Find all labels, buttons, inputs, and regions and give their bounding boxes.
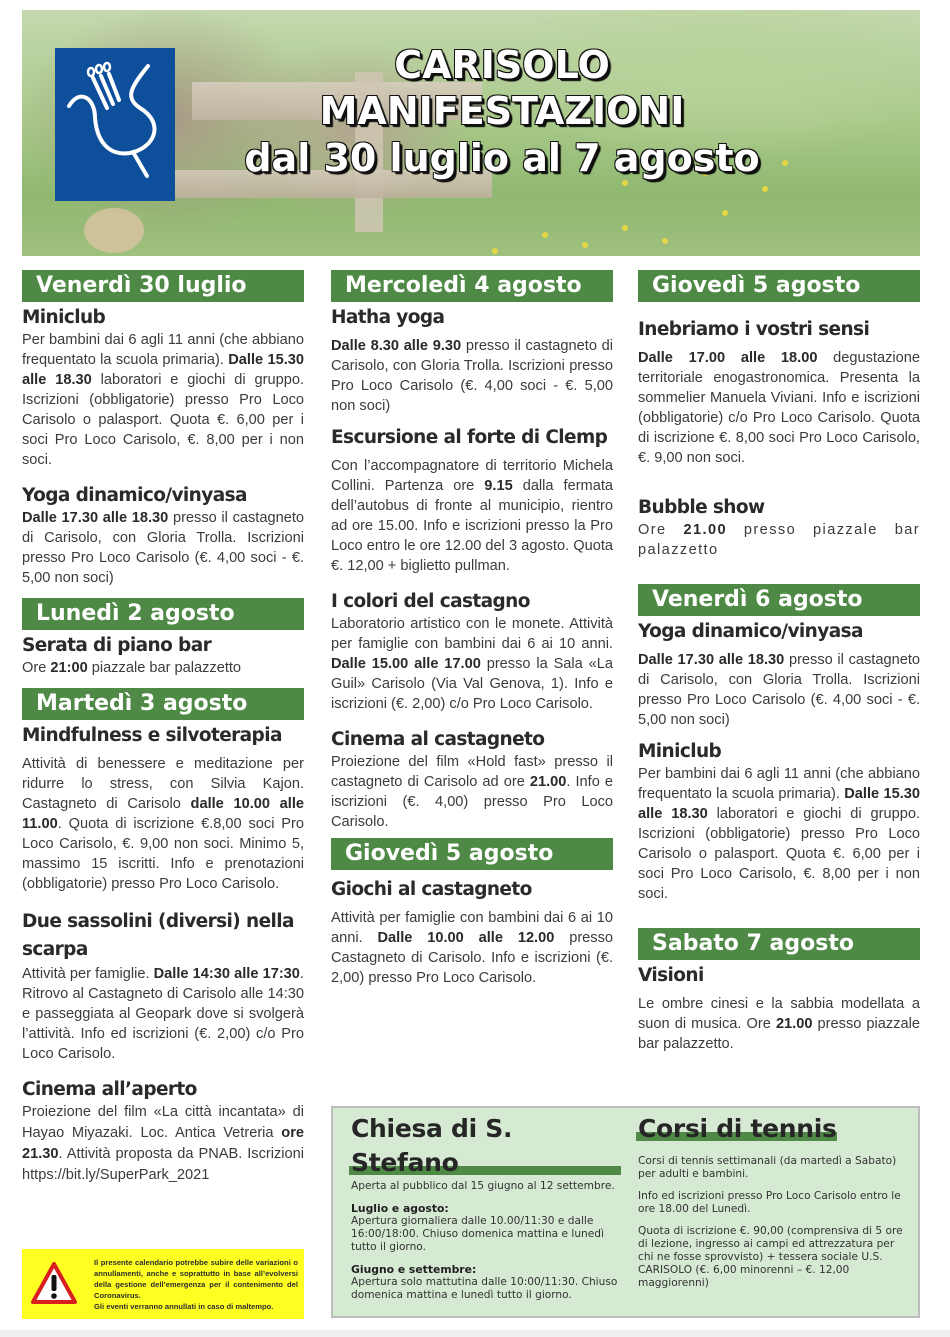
event-description: Dalle 17.30 alle 18.30 presso il castagneto di Carisolo, con Gloria Trolla. Iscrizioni presso Pro Loco Carisolo (€. 4,00 soci - €. 5,00 non soci) (638, 652, 920, 728)
church-offseason-hours: Apertura solo mattutina dalle 10:00/11:30. Chiuso domenica mattina e lunedì tutto il giorno. (351, 1276, 618, 1301)
event-title: Inebriamo i vostri sensi (638, 319, 870, 340)
tennis-info (638, 1112, 908, 1290)
event-description: Proiezione del film «Hold fast» presso il castagneto di Carisolo ad ore 21.00. Info e iscrizioni (€. 4,00) presso Pro Loco Carisolo. (331, 754, 613, 830)
page-bottom-edge (0, 1330, 950, 1337)
tennis-registration: Info ed iscrizioni presso Pro Loco Carisolo entro le ore 18.00 del Lunedì. (638, 1190, 901, 1215)
tennis-description: Corsi di tennis settimanali (da martedì a Sabato) per adulti e bambini. (638, 1155, 897, 1180)
event-title: Serata di piano bar (22, 635, 212, 656)
event-description: Dalle 17.30 alle 18.30 presso il castagneto di Carisolo, con Gloria Trolla. Iscrizioni presso Pro Loco Carisolo (€. 4,00 soci - €. 5,00 non soci) (22, 510, 304, 586)
warning-text (94, 1257, 298, 1312)
warning-line-variations: Il presente calendario potrebbe subire delle variazioni o annullamenti, anche e soprattutto in base all’evolversi della gestione dell’emergenza per il contenimento del Coronavirus. (94, 1257, 298, 1300)
day-header: Venerdì 6 agosto (638, 584, 920, 616)
column-2 (331, 270, 613, 988)
header-banner (22, 10, 920, 256)
event-title: Giochi al castagneto (331, 879, 532, 900)
event-title: Yoga dinamico/vinyasa (638, 621, 863, 642)
column-3 (638, 270, 920, 1054)
event-description: Ore 21.00 presso piazzale bar palazzetto (638, 522, 920, 558)
warning-line-weather: Gli eventi verranno annullati in caso di maltempo. (94, 1301, 274, 1311)
registration-link[interactable]: https://bit.ly/SuperPark_2021 (22, 1167, 210, 1183)
info-box (331, 1106, 920, 1318)
event-title: Mindfulness e silvoterapia (22, 725, 282, 746)
event-description: Attività per famiglie con bambini dai 6 ai 10 anni. Dalle 10.00 alle 12.00 presso Castagneto di Carisolo. Info e iscrizioni (€. 2,00) presso Pro Loco Carisolo. (331, 910, 614, 986)
event-description: Attività di benessere e meditazione per ridurre lo stress, con Silvia Kajon. Castagneto di Carisolo dalle 10.00 alle 11.00. Quota di iscrizione €.8,00 soci Pro Loco Carisolo, €. 9,00 non soci. Minimo 5, massimo 15 iscritti. Info e prenotazioni (obbligatorie) presso Pro Loco Carisolo. (22, 756, 304, 892)
event-title: Due sassolini (diversi) nella scarpa (22, 911, 294, 960)
tennis-fee: Quota di iscrizione €. 90,00 (comprensiva di 5 ore di lezione, ingresso ai campi ed attrezzatura per chi ne fosse sprovvisto) + tessera sociale U.S. CARISOLO (€. 6,00 minorenni – €. 12,00 maggiorenni) (638, 1225, 903, 1289)
event-title: Escursione al forte di Clemp (331, 427, 608, 448)
church-info (351, 1112, 621, 1302)
day-header: Mercoledì 4 agosto (331, 270, 613, 302)
day-header: Venerdì 30 luglio (22, 270, 304, 302)
warning-notice (22, 1249, 304, 1319)
church-intro: Aperta al pubblico dal 15 giugno al 12 settembre. (351, 1180, 615, 1192)
title-line-town: CARISOLO (394, 43, 610, 87)
event-description: Dalle 17.00 alle 18.00 degustazione territoriale enogastronomica. Presenta la sommelier Manuela Viviani. Info e iscrizioni (obbligatorie) c/o Pro Loco Carisolo. Quota di iscrizione €. 8,00 soci Pro Loco Carisolo, €. 9,00 non soci. (638, 350, 920, 466)
event-description: Attività per famiglie. Dalle 14:30 alle 17:30. Ritrovo al Castagneto di Carisolo alle 14:30 e passeggiata al Geopark dove si svolgerà l’attività. Info ed iscrizioni (€. 2,00) c/o Pro Loco Carisolo. (22, 966, 304, 1062)
event-title: Visioni (638, 965, 704, 986)
event-title: Miniclub (22, 307, 106, 328)
banner-title (202, 42, 802, 181)
church-heading: Chiesa di S. Stefano (351, 1112, 621, 1180)
title-line-events: MANIFESTAZIONI (319, 89, 685, 134)
day-header: Giovedì 5 agosto (331, 838, 613, 870)
event-description: Ore 21:00 piazzale bar palazzetto (22, 660, 242, 676)
event-title: I colori del castagno (331, 591, 530, 612)
event-title: Miniclub (638, 741, 722, 762)
event-description: Con l’accompagnatore di territorio Michela Collini. Partenza ore 9.15 dalla fermata dell’autobus di fronte al municipio, rientro ad ore 15.00. Info e iscrizioni presso la Pro Loco entro le ore 12.00 del 3 agosto. Quota €. 12,00 + biglietto pullman. (331, 458, 614, 574)
tennis-heading: Corsi di tennis (638, 1112, 837, 1146)
church-summer-label: Luglio e agosto: (351, 1202, 449, 1215)
warning-triangle-icon (30, 1260, 78, 1308)
event-title: Hatha yoga (331, 307, 445, 328)
event-description: Le ombre cinesi e la sabbia modellata a suon di musica. Ore 21.00 presso piazzale bar palazzetto. (638, 996, 920, 1052)
log-image (84, 208, 144, 253)
day-header: Giovedì 5 agosto (638, 270, 920, 302)
column-1 (22, 270, 304, 1186)
event-description: Per bambini dai 6 agli 11 anni (che abbiano frequentato la scuola primaria). Dalle 15.30 alle 18.30 laboratori e giochi di gruppo. Iscrizioni (obbligatorie) presso Pro Loco Carisolo o palasport. Quota €. 6,00 per i soci Pro Loco Carisolo, €. 8,00 per i non soci. (22, 332, 304, 468)
event-title: Bubble show (638, 497, 765, 518)
church-summer-hours: Apertura giornaliera dalle 10.00/11:30 e dalle 16:00/18:00. Chiuso domenica mattina e lunedì tutto il giorno. (351, 1215, 604, 1253)
day-header: Martedì 3 agosto (22, 688, 304, 720)
event-description: Proiezione del film «La città incantata» di Hayao Miyazaki. Loc. Antica Vetreria ore 21.30. Attività proposta da PNAB. Iscrizioni https://bit.ly/SuperPark_2021 (22, 1104, 304, 1183)
event-description: Laboratorio artistico con le monete. Attività per famiglie con bambini dai 6 ai 10 anni. Dalle 15.00 alle 17.00 presso la Sala «La Guil» Carisolo (Via Val Genova, 1). Info e iscrizioni (€. 2,00) c/o Pro Loco Carisolo. (331, 616, 613, 712)
pro-loco-logo-icon (55, 48, 175, 201)
event-title: Cinema al castagneto (331, 729, 545, 750)
event-title: Yoga dinamico/vinyasa (22, 485, 247, 506)
day-header: Sabato 7 agosto (638, 928, 920, 960)
event-title: Cinema all’aperto (22, 1079, 197, 1100)
title-line-dates: dal 30 luglio al 7 agosto (244, 135, 760, 180)
church-offseason-label: Giugno e settembre: (351, 1263, 477, 1276)
event-description: Per bambini dai 6 agli 11 anni (che abbiano frequentato la scuola primaria). Dalle 15.30 alle 18.30 laboratori e giochi di gruppo. Iscrizioni (obbligatorie) presso Pro Loco Carisolo o palasport. Quota €. 6,00 per i soci Pro Loco Carisolo, €. 8,00 per i non soci. (638, 766, 920, 902)
event-description: Dalle 8.30 alle 9.30 presso il castagneto di Carisolo, con Gloria Trolla. Iscrizioni presso Pro Loco Carisolo (€. 4,00 soci - €. 5,00 non soci) (331, 338, 613, 414)
day-header: Lunedì 2 agosto (22, 598, 304, 630)
